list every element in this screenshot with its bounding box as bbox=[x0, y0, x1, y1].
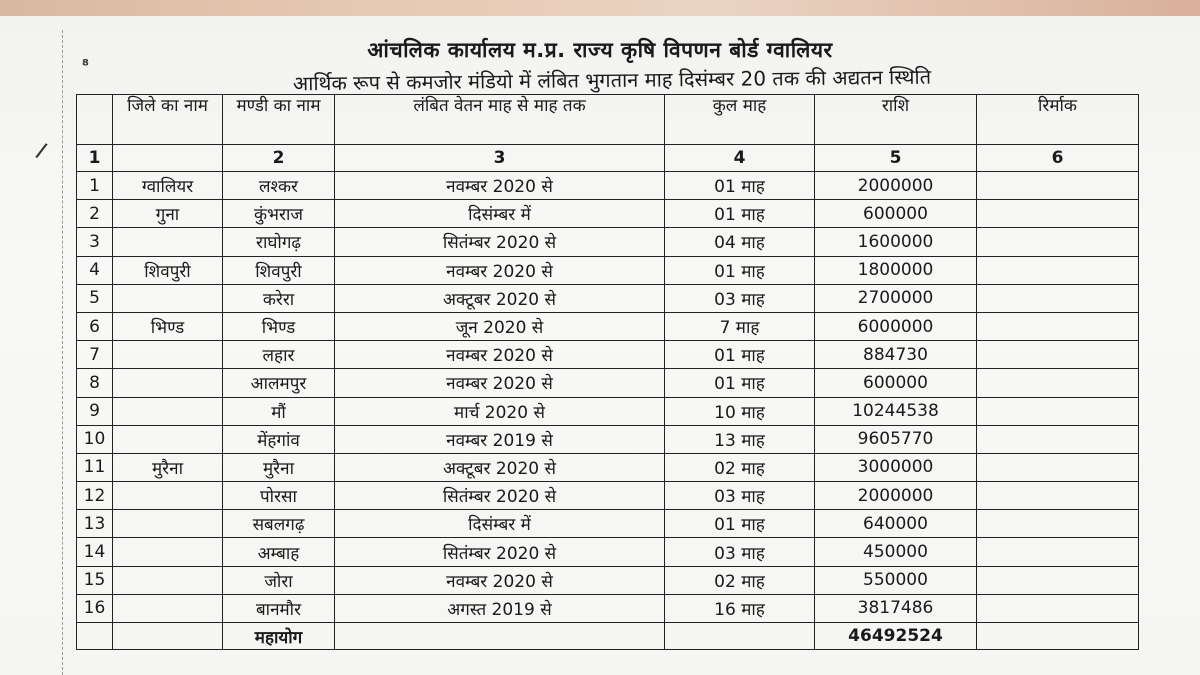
header-remark: रिर्माक bbox=[977, 95, 1139, 145]
row-mandi: करेरा bbox=[223, 284, 335, 312]
row-district bbox=[113, 341, 223, 369]
row-pending-period: सितंम्बर 2020 से bbox=[335, 228, 665, 256]
row-serial-number: 4 bbox=[77, 256, 113, 284]
header-district: जिले का नाम bbox=[113, 95, 223, 145]
row-serial-number: 7 bbox=[77, 341, 113, 369]
row-pending-period: अगस्त 2019 से bbox=[335, 594, 665, 622]
row-amount: 1800000 bbox=[815, 256, 977, 284]
row-serial-number: 2 bbox=[77, 200, 113, 228]
row-remark bbox=[977, 453, 1139, 481]
row-pending-period: नवम्बर 2020 से bbox=[335, 369, 665, 397]
row-amount: 3817486 bbox=[815, 594, 977, 622]
row-amount: 600000 bbox=[815, 369, 977, 397]
document-subtitle: आर्थिक रूप से कमजोर मंडियो में लंबित भुगतान माह दिसंम्बर 20 तक की अद्यतन स्थिति bbox=[292, 64, 932, 96]
row-district: भिण्ड bbox=[113, 312, 223, 340]
table-row bbox=[77, 482, 1139, 510]
row-district bbox=[113, 510, 223, 538]
row-pending-period: मार्च 2020 से bbox=[335, 397, 665, 425]
total-blank bbox=[665, 623, 815, 650]
row-total-months: 01 माह bbox=[665, 200, 815, 228]
row-serial-number: 12 bbox=[77, 482, 113, 510]
margin-line bbox=[62, 30, 63, 675]
row-total-months: 03 माह bbox=[665, 482, 815, 510]
row-serial-number: 9 bbox=[77, 397, 113, 425]
total-blank bbox=[977, 623, 1139, 650]
pen-mark: ⁸ bbox=[82, 56, 90, 75]
row-mandi: पोरसा bbox=[223, 482, 335, 510]
grand-total-label: महायोग bbox=[223, 623, 335, 650]
row-mandi: मौं bbox=[223, 397, 335, 425]
row-remark bbox=[977, 510, 1139, 538]
row-amount: 2000000 bbox=[815, 482, 977, 510]
paper-edge bbox=[0, 0, 1200, 16]
row-total-months: 01 माह bbox=[665, 256, 815, 284]
row-pending-period: नवम्बर 2020 से bbox=[335, 256, 665, 284]
row-mandi: आलमपुर bbox=[223, 369, 335, 397]
row-district bbox=[113, 482, 223, 510]
row-amount: 884730 bbox=[815, 341, 977, 369]
pen-mark: / bbox=[34, 137, 50, 163]
total-blank bbox=[335, 623, 665, 650]
row-total-months: 01 माह bbox=[665, 510, 815, 538]
row-amount: 6000000 bbox=[815, 312, 977, 340]
total-blank bbox=[77, 623, 113, 650]
table-row bbox=[77, 228, 1139, 256]
row-mandi: बानमौर bbox=[223, 594, 335, 622]
row-total-months: 01 माह bbox=[665, 172, 815, 200]
document-title: आंचलिक कार्यालय म.प्र. राज्य कृषि विपणन बोर्ड ग्वालियर bbox=[367, 38, 833, 62]
row-serial-number: 13 bbox=[77, 510, 113, 538]
row-district bbox=[113, 397, 223, 425]
row-total-months: 03 माह bbox=[665, 284, 815, 312]
total-blank bbox=[113, 623, 223, 650]
row-pending-period: सितंम्बर 2020 से bbox=[335, 538, 665, 566]
row-amount: 640000 bbox=[815, 510, 977, 538]
row-district: गुना bbox=[113, 200, 223, 228]
row-serial-number: 6 bbox=[77, 312, 113, 340]
table-row bbox=[77, 312, 1139, 340]
column-number: 2 bbox=[223, 145, 335, 172]
row-district bbox=[113, 228, 223, 256]
column-number: 5 bbox=[815, 145, 977, 172]
row-total-months: 13 माह bbox=[665, 425, 815, 453]
row-mandi: मेंहगांव bbox=[223, 425, 335, 453]
table-row bbox=[77, 538, 1139, 566]
row-amount: 3000000 bbox=[815, 453, 977, 481]
row-remark bbox=[977, 228, 1139, 256]
column-number-row bbox=[77, 145, 1139, 172]
row-mandi: जोरा bbox=[223, 566, 335, 594]
row-serial-number: 10 bbox=[77, 425, 113, 453]
row-mandi: मुरैना bbox=[223, 453, 335, 481]
row-district bbox=[113, 538, 223, 566]
table-row bbox=[77, 256, 1139, 284]
table-row bbox=[77, 172, 1139, 200]
table-row bbox=[77, 341, 1139, 369]
row-total-months: 01 माह bbox=[665, 369, 815, 397]
row-remark bbox=[977, 341, 1139, 369]
table-row bbox=[77, 397, 1139, 425]
row-mandi: शिवपुरी bbox=[223, 256, 335, 284]
row-remark bbox=[977, 397, 1139, 425]
header-months: कुल माह bbox=[665, 95, 815, 145]
row-pending-period: दिसंम्बर में bbox=[335, 510, 665, 538]
header-amount: राशि bbox=[815, 95, 977, 145]
row-mandi: कुंभराज bbox=[223, 200, 335, 228]
row-district bbox=[113, 425, 223, 453]
row-remark bbox=[977, 200, 1139, 228]
row-remark bbox=[977, 594, 1139, 622]
column-number: 4 bbox=[665, 145, 815, 172]
row-remark bbox=[977, 256, 1139, 284]
row-pending-period: नवम्बर 2020 से bbox=[335, 172, 665, 200]
row-amount: 1600000 bbox=[815, 228, 977, 256]
row-remark bbox=[977, 425, 1139, 453]
row-amount: 10244538 bbox=[815, 397, 977, 425]
table-row bbox=[77, 510, 1139, 538]
column-number bbox=[113, 145, 223, 172]
row-pending-period: सितंम्बर 2020 से bbox=[335, 482, 665, 510]
grand-total-amount: 46492524 bbox=[815, 623, 977, 650]
row-remark bbox=[977, 482, 1139, 510]
row-mandi: लहार bbox=[223, 341, 335, 369]
row-remark bbox=[977, 369, 1139, 397]
row-remark bbox=[977, 538, 1139, 566]
grand-total-row bbox=[77, 623, 1139, 650]
row-serial-number: 5 bbox=[77, 284, 113, 312]
row-mandi: सबलगढ़ bbox=[223, 510, 335, 538]
row-pending-period: नवम्बर 2019 से bbox=[335, 425, 665, 453]
row-pending-period: अक्टूबर 2020 से bbox=[335, 284, 665, 312]
row-serial-number: 3 bbox=[77, 228, 113, 256]
pending-payment-table bbox=[76, 94, 1139, 650]
row-remark bbox=[977, 312, 1139, 340]
row-amount: 2700000 bbox=[815, 284, 977, 312]
row-remark bbox=[977, 284, 1139, 312]
column-number: 1 bbox=[77, 145, 113, 172]
row-total-months: 02 माह bbox=[665, 566, 815, 594]
row-district: शिवपुरी bbox=[113, 256, 223, 284]
row-mandi: अम्बाह bbox=[223, 538, 335, 566]
row-total-months: 16 माह bbox=[665, 594, 815, 622]
row-total-months: 03 माह bbox=[665, 538, 815, 566]
row-amount: 600000 bbox=[815, 200, 977, 228]
row-serial-number: 14 bbox=[77, 538, 113, 566]
row-serial-number: 15 bbox=[77, 566, 113, 594]
row-district bbox=[113, 369, 223, 397]
row-total-months: 04 माह bbox=[665, 228, 815, 256]
table-row bbox=[77, 425, 1139, 453]
table-row bbox=[77, 453, 1139, 481]
row-serial-number: 16 bbox=[77, 594, 113, 622]
row-remark bbox=[977, 566, 1139, 594]
row-district bbox=[113, 566, 223, 594]
header-period: लंबित वेतन माह से माह तक bbox=[335, 95, 665, 145]
row-mandi: राघोगढ़ bbox=[223, 228, 335, 256]
row-amount: 9605770 bbox=[815, 425, 977, 453]
table-row bbox=[77, 369, 1139, 397]
row-total-months: 10 माह bbox=[665, 397, 815, 425]
row-pending-period: दिसंम्बर में bbox=[335, 200, 665, 228]
row-serial-number: 8 bbox=[77, 369, 113, 397]
table-row bbox=[77, 284, 1139, 312]
row-district: मुरैना bbox=[113, 453, 223, 481]
row-amount: 550000 bbox=[815, 566, 977, 594]
row-total-months: 02 माह bbox=[665, 453, 815, 481]
row-mandi: भिण्ड bbox=[223, 312, 335, 340]
row-total-months: 7 माह bbox=[665, 312, 815, 340]
header-sno bbox=[77, 95, 113, 145]
column-number: 3 bbox=[335, 145, 665, 172]
row-pending-period: नवम्बर 2020 से bbox=[335, 566, 665, 594]
row-district bbox=[113, 284, 223, 312]
row-district bbox=[113, 594, 223, 622]
row-serial-number: 11 bbox=[77, 453, 113, 481]
row-mandi: लश्कर bbox=[223, 172, 335, 200]
row-pending-period: जून 2020 से bbox=[335, 312, 665, 340]
header-mandi: मण्डी का नाम bbox=[223, 95, 335, 145]
row-total-months: 01 माह bbox=[665, 341, 815, 369]
row-pending-period: अक्टूबर 2020 से bbox=[335, 453, 665, 481]
row-pending-period: नवम्बर 2020 से bbox=[335, 341, 665, 369]
row-district: ग्वालियर bbox=[113, 172, 223, 200]
row-amount: 2000000 bbox=[815, 172, 977, 200]
row-remark bbox=[977, 172, 1139, 200]
row-amount: 450000 bbox=[815, 538, 977, 566]
header-row bbox=[77, 95, 1139, 145]
table-row bbox=[77, 594, 1139, 622]
column-number: 6 bbox=[977, 145, 1139, 172]
table-row bbox=[77, 566, 1139, 594]
row-serial-number: 1 bbox=[77, 172, 113, 200]
table-row bbox=[77, 200, 1139, 228]
